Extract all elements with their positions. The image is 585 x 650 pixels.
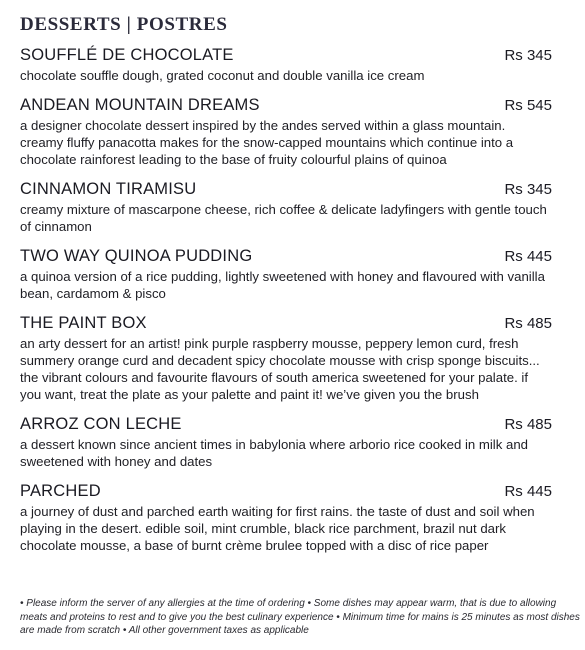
section-heading: DESSERTS | POSTRES (20, 14, 228, 35)
menu-item-name: TWO WAY QUINOA PUDDING (20, 247, 253, 265)
menu-item-price: Rs 485 (504, 416, 552, 433)
menu-item-header (20, 415, 552, 435)
menu-item-price: Rs 345 (504, 47, 552, 64)
menu-item-description: a designer chocolate dessert inspired by the andes served within a glass mountain. creamy fluffy panacotta makes for the snow-capped mountains which continue into a chocolate rainforest leading to the base of fruity colourful plains of quinoa (20, 118, 514, 167)
menu-item-header (20, 314, 552, 334)
menu-item (20, 314, 552, 403)
menu-item-price: Rs 445 (504, 483, 552, 500)
menu-item (20, 415, 552, 470)
menu-item-description: a quinoa version of a rice pudding, lightly sweetened with honey and flavoured with vanilla bean, cardamom & pisco (20, 269, 545, 301)
menu-item (20, 46, 552, 84)
menu-item-price: Rs 345 (504, 181, 552, 198)
menu-item (20, 247, 552, 302)
menu-item-price: Rs 545 (504, 97, 552, 114)
menu-item-description: chocolate souffle dough, grated coconut and double vanilla ice cream (20, 68, 425, 83)
menu-item-description: creamy mixture of mascarpone cheese, rich coffee & delicate ladyfingers with gentle touch of cinnamon (20, 202, 547, 234)
menu-item-price: Rs 485 (504, 315, 552, 332)
menu-item-name: THE PAINT BOX (20, 314, 147, 332)
menu-items-list (20, 46, 552, 566)
menu-item-header (20, 96, 552, 116)
menu-item (20, 96, 552, 168)
menu-item-description: a dessert known since ancient times in babylonia where arborio rice cooked in milk and sweetened with honey and dates (20, 437, 528, 469)
menu-item-name: ARROZ CON LECHE (20, 415, 182, 433)
menu-item-header (20, 46, 552, 66)
menu-item-description: an arty dessert for an artist! pink purple raspberry mousse, peppery lemon curd, fresh summery orange curd and decadent spicy chocolate mousse with crisp sponge biscuits... the vibrant colours and favourite flavours of south america sweetened for your palate. if you want, treat the plate as your palette and paint it! we’ve given you the brush (20, 336, 540, 402)
menu-item-name: CINNAMON TIRAMISU (20, 180, 197, 198)
menu-item-header (20, 180, 552, 200)
menu-item-name: PARCHED (20, 482, 101, 500)
menu-item-name: SOUFFLÉ DE CHOCOLATE (20, 46, 234, 64)
footer-note: • Please inform the server of any allergies at the time of ordering • Some dishes may appear warm, that is due to allowing meats and proteins to rest and to give you the best culinary experience • Minimum time for mains is 25 minutes as most dishes are made from scratch • All other government taxes as applicable (20, 598, 580, 636)
menu-item-name: ANDEAN MOUNTAIN DREAMS (20, 96, 260, 114)
menu-item-description: a journey of dust and parched earth waiting for first rains. the taste of dust and soil when playing in the desert. edible soil, mint crumble, black rice parchment, brazil nut dark chocolate mousse, a base of burnt crème brulee topped with a disc of rice paper (20, 504, 535, 553)
menu-item-header (20, 482, 552, 502)
menu-item-header (20, 247, 552, 267)
menu-item-price: Rs 445 (504, 248, 552, 265)
menu-item (20, 180, 552, 235)
menu-item (20, 482, 552, 554)
